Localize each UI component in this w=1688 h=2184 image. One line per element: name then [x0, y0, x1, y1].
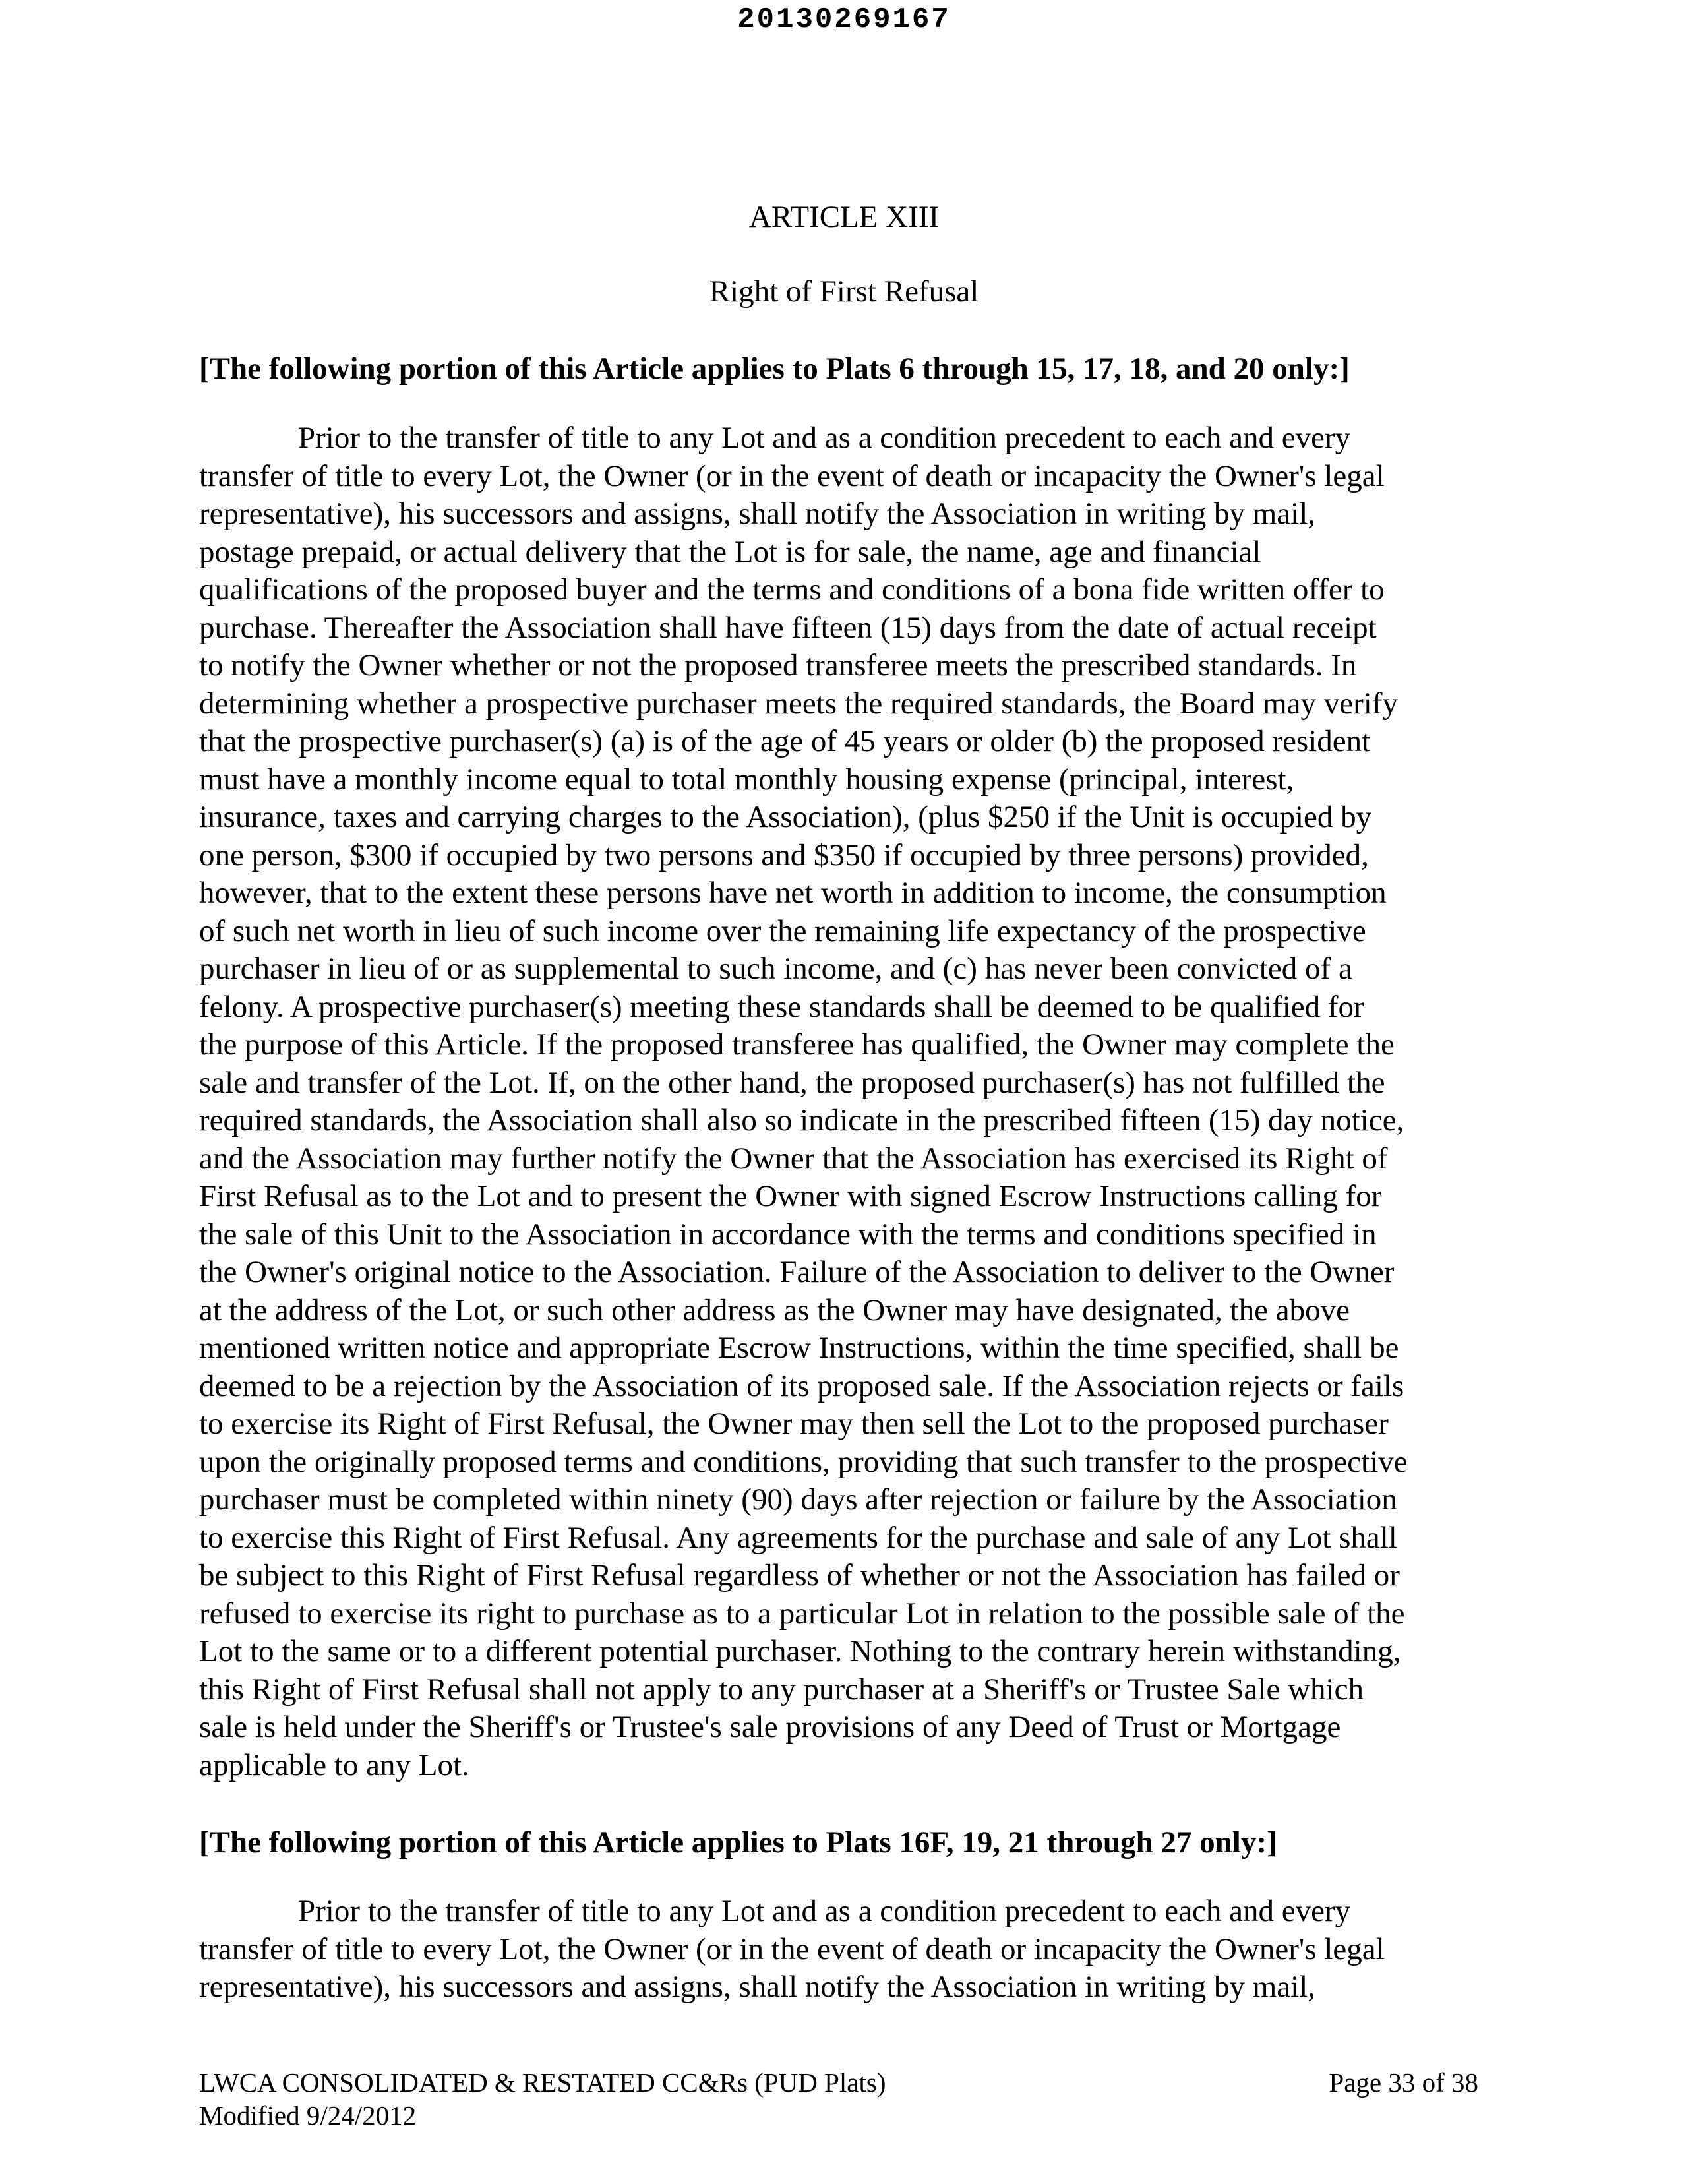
paragraph-line: deemed to be a rejection by the Association of its proposed sale. If the Association rejects or fails — [199, 1368, 1404, 1403]
paragraph-line: the Owner's original notice to the Association. Failure of the Association to deliver to the Owner — [199, 1255, 1395, 1289]
footer-page-number: Page 33 of 38 — [1329, 2067, 1478, 2098]
paragraph-right-of-first-refusal-1 — [199, 419, 1518, 1784]
paragraph-line: refused to exercise its right to purchase as to a particular Lot in relation to the possible sale of the — [199, 1596, 1405, 1631]
paragraph-line: however, that to the extent these persons have net worth in addition to income, the consumption — [199, 876, 1387, 910]
footer-title: LWCA CONSOLIDATED & RESTATED CC&Rs (PUD Plats) — [199, 2067, 886, 2098]
paragraph-line: Prior to the transfer of title to any Lot and as a condition precedent to each and every — [298, 1894, 1351, 1928]
section-heading-plats-16f-27: [The following portion of this Article applies to Plats 16F, 19, 21 through 27 only:] — [199, 1825, 1277, 1860]
paragraph-line: felony. A prospective purchaser(s) meeting these standards shall be deemed to be qualified for — [199, 989, 1364, 1024]
paragraph-line: required standards, the Association shall also so indicate in the prescribed fifteen (15) day notice, — [199, 1103, 1404, 1138]
paragraph-line: purchaser in lieu of or as supplemental to such income, and (c) has never been convicted of a — [199, 952, 1352, 986]
paragraph-line: must have a monthly income equal to total monthly housing expense (principal, interest, — [199, 762, 1294, 797]
document-number: 20130269167 — [737, 3, 951, 36]
paragraph-line: representative), his successors and assigns, shall notify the Association in writing by mail, — [199, 1970, 1316, 2004]
paragraph-line: purchaser must be completed within ninety (90) days after rejection or failure by the Association — [199, 1482, 1397, 1517]
paragraph-line: Prior to the transfer of title to any Lot and as a condition precedent to each and every — [298, 421, 1351, 455]
paragraph-line: mentioned written notice and appropriate Escrow Instructions, within the time specified, shall be — [199, 1331, 1399, 1365]
paragraph-line: at the address of the Lot, or such other address as the Owner may have designated, the above — [199, 1292, 1350, 1327]
article-title: ARTICLE XIII — [748, 200, 940, 234]
paragraph-line: transfer of title to every Lot, the Owner (or in the event of death or incapacity the Owner's legal — [199, 458, 1385, 493]
paragraph-line: of such net worth in lieu of such income over the remaining life expectancy of the prospective — [199, 913, 1366, 948]
paragraph-line: purchase. Thereafter the Association shall have fifteen (15) days from the date of actual receipt — [199, 610, 1377, 645]
paragraph-line: applicable to any Lot. — [199, 1747, 469, 1782]
paragraph-line: that the prospective purchaser(s) (a) is of the age of 45 years or older (b) the proposed resident — [199, 724, 1371, 758]
paragraph-line: transfer of title to every Lot, the Owner (or in the event of death or incapacity the Owner's legal — [199, 1931, 1385, 1966]
paragraph-line: upon the originally proposed terms and conditions, providing that such transfer to the prospective — [199, 1444, 1408, 1479]
paragraph-line: representative), his successors and assigns, shall notify the Association in writing by mail, — [199, 497, 1316, 531]
paragraph-line: insurance, taxes and carrying charges to the Association), (plus $250 if the Unit is occupied by — [199, 800, 1372, 834]
footer-modified-date: Modified 9/24/2012 — [199, 2100, 417, 2131]
paragraph-line: First Refusal as to the Lot and to present the Owner with signed Escrow Instructions calling for — [199, 1179, 1382, 1213]
paragraph-line: the purpose of this Article. If the proposed transferee has qualified, the Owner may complete the — [199, 1027, 1395, 1062]
paragraph-line: postage prepaid, or actual delivery that the Lot is for sale, the name, age and financial — [199, 534, 1261, 569]
paragraph-line: and the Association may further notify the Owner that the Association has exercised its Right of — [199, 1141, 1388, 1176]
section-heading-plats-6-20: [The following portion of this Article applies to Plats 6 through 15, 17, 18, and 20 only:] — [199, 351, 1350, 386]
paragraph-line: to notify the Owner whether or not the proposed transferee meets the prescribed standards. In — [199, 648, 1357, 682]
paragraph-right-of-first-refusal-2 — [199, 1893, 1518, 2007]
paragraph-line: sale and transfer of the Lot. If, on the other hand, the proposed purchaser(s) has not fulfilled the — [199, 1065, 1385, 1100]
paragraph-line: sale is held under the Sheriff's or Trustee's sale provisions of any Deed of Trust or Mortgage — [199, 1710, 1341, 1744]
paragraph-line: determining whether a prospective purchaser meets the required standards, the Board may verify — [199, 686, 1398, 721]
paragraph-line: the sale of this Unit to the Association in accordance with the terms and conditions specified in — [199, 1217, 1377, 1252]
paragraph-line: be subject to this Right of First Refusal regardless of whether or not the Association has failed or — [199, 1558, 1400, 1592]
paragraph-line: one person, $300 if occupied by two persons and $350 if occupied by three persons) provided, — [199, 837, 1369, 872]
article-subtitle: Right of First Refusal — [709, 274, 979, 309]
footer-document-info — [199, 2066, 886, 2132]
paragraph-line: qualifications of the proposed buyer and the terms and conditions of a bona fide written offer to — [199, 572, 1385, 607]
paragraph-line: Lot to the same or to a different potential purchaser. Nothing to the contrary herein withstanding, — [199, 1634, 1401, 1668]
paragraph-line: this Right of First Refusal shall not apply to any purchaser at a Sheriff's or Trustee Sale which — [199, 1672, 1364, 1707]
paragraph-line: to exercise this Right of First Refusal. Any agreements for the purchase and sale of any Lot shall — [199, 1520, 1397, 1555]
paragraph-line: to exercise its Right of First Refusal, the Owner may then sell the Lot to the proposed purchaser — [199, 1407, 1389, 1441]
